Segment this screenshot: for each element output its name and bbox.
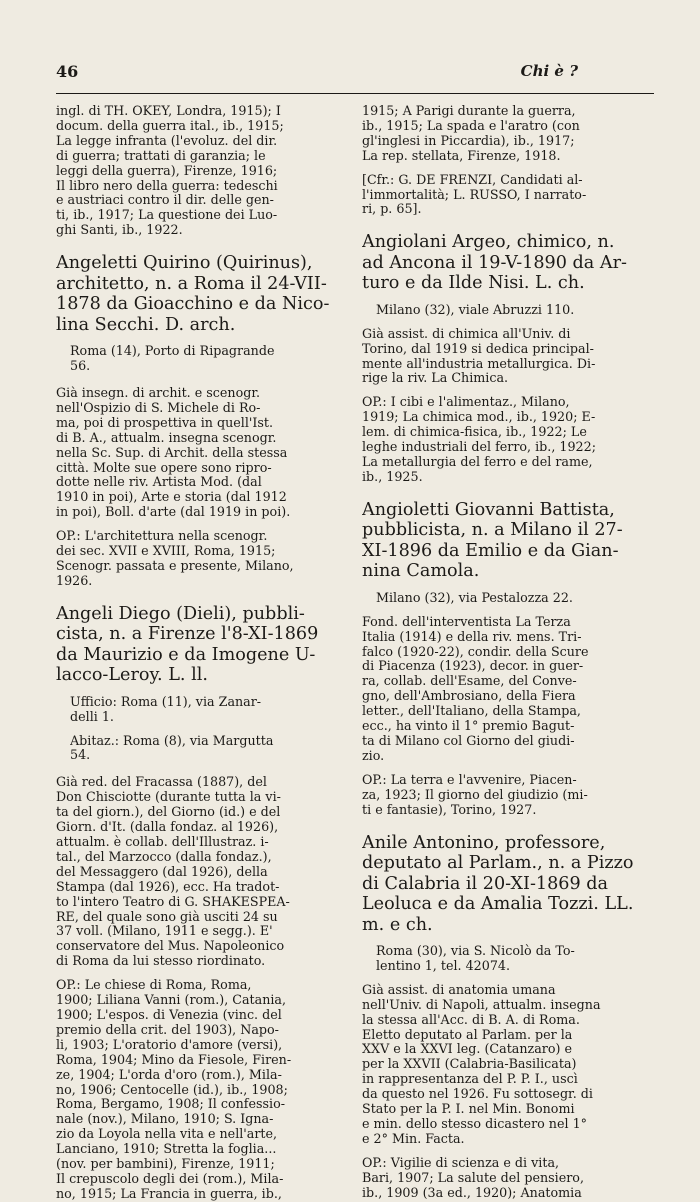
text-line: Leoluca e da Amalia Tozzi. LL. [362, 894, 634, 914]
text-line: ti, ib., 1917; La questione dei Luo- [56, 208, 278, 223]
text-line: Abitaz.: Roma (8), via Margutta [70, 733, 274, 748]
text-line: turo e da Ilde Nisi. L. ch. [362, 273, 585, 294]
entry-heading-angioletti [362, 500, 649, 582]
text-line: rige la riv. La Chimica. [362, 371, 509, 386]
text-line: architetto, n. a Roma il 24-VII- [56, 273, 327, 294]
entry-works-angioletti [362, 773, 649, 818]
text-line: letter., dell'Italiano, della Stampa, [362, 704, 581, 719]
text-line: Italia (1914) e della riv. mens. Tri- [362, 629, 582, 644]
text-line: ze, 1904; L'orda d'oro (rom.), Mila- [56, 1067, 282, 1082]
text-line: ma, poi di prospettiva in quell'Ist. [56, 415, 274, 430]
text-line: zio. [362, 748, 385, 763]
text-line: 37 voll. (Milano, 1911 e segg.). E' [56, 924, 273, 939]
text-line: XI-1896 da Emilio e da Gian- [362, 540, 619, 561]
text-line: gl'inglesi in Piccardia), ib., 1917; [362, 133, 575, 148]
text-line: deputato al Parlam., n. a Pizzo [362, 853, 634, 873]
text-line: 54. [70, 748, 91, 763]
text-line: tal., del Marzocco (dalla fondaz.), [56, 849, 272, 864]
text-line: del Messaggero (dal 1926), della [56, 864, 268, 879]
text-line: Già red. del Fracassa (1887), del [56, 775, 267, 790]
text-line: Giorn. d'It. (dalla fondaz. al 1926), [56, 820, 279, 835]
entry-bio-angeletti [56, 386, 343, 520]
text-line: (nov. per bambini), Firenze, 1911; [56, 1157, 275, 1172]
entry-bio-anile [362, 983, 649, 1147]
text-line: lina Secchi. D. arch. [56, 314, 236, 335]
text-line: 1900; L'espos. di Venezia (vinc. del [56, 1007, 282, 1022]
text-line: Scenogr. passata e presente, Milano, [56, 558, 294, 573]
text-line: 56. [70, 359, 91, 374]
text-line: La legge infranta (l'evoluz. del dir. [56, 133, 278, 148]
text-line: Il libro nero della guerra: tedeschi [56, 178, 278, 193]
text-line: Torino, dal 1919 si dedica principal- [362, 341, 594, 356]
text-line: Milano (32), viale Abruzzi 110. [376, 302, 575, 317]
left-column [56, 104, 343, 1202]
text-line: per la XXVII (Calabria-Basilicata) [362, 1057, 577, 1072]
text-line: no, 1915; La Francia in guerra, ib., [56, 1186, 282, 1201]
text-line: 1900; Liliana Vanni (rom.), Catania, [56, 993, 287, 1008]
text-line: dei sec. XVII e XVIII, Roma, 1915; [56, 544, 276, 559]
text-line: ghi Santi, ib., 1922. [56, 223, 183, 238]
text-line: 1878 da Gioacchino e da Nico- [56, 294, 330, 315]
entry-works-angiolani [362, 395, 649, 484]
right-column [362, 104, 649, 1201]
text-line: dotte nelle riv. Artista Mod. (dal [56, 475, 262, 490]
text-line: leggi della guerra), Firenze, 1916; [56, 163, 278, 178]
text-line: ib., 1915; La spada e l'aratro (con [362, 118, 580, 133]
text-line: Eletto deputato al Parlam. per la [362, 1027, 573, 1042]
text-line: cista, n. a Firenze l'8-XI-1869 [56, 624, 319, 645]
text-line: ecc., ha vinto il 1° premio Bagut- [362, 719, 575, 734]
text-line: [Cfr.: G. DE FRENZI, Candidati al- [362, 172, 583, 187]
text-line: mente all'industria metallurgica. Di- [362, 356, 596, 371]
text-line: falco (1920-22), condir. della Scure [362, 644, 589, 659]
text-line: leghe industriali del ferro, ib., 1922; [362, 440, 596, 455]
text-line: Fond. dell'interventista La Terza [362, 614, 571, 629]
text-line: ta del giorn.), del Giorno (id.) e del [56, 805, 281, 820]
text-line: Roma, 1904; Mino da Fiesole, Firen- [56, 1052, 292, 1067]
entry-works-anile [362, 1156, 649, 1201]
text-line: ta di Milano col Giorno del giudi- [362, 733, 575, 748]
text-line: nell'Ospizio di S. Michele di Ro- [56, 400, 261, 415]
text-line: in poi), Boll. d'arte (dal 1919 in poi). [56, 505, 291, 520]
header-rule [56, 93, 654, 94]
entry-address-angiolani [362, 303, 649, 318]
text-line: za, 1923; Il giorno del giudizio (mi- [362, 787, 588, 802]
running-title: Chi è ? [520, 62, 578, 80]
text-line: l'immortalità; L. RUSSO, I narrato- [362, 187, 587, 202]
text-line: docum. della guerra ital., ib., 1915; [56, 118, 284, 133]
text-line: 1926. [56, 573, 93, 588]
text-line: Angeletti Quirino (Quirinus), [56, 253, 313, 274]
entry-bio-angeli [56, 775, 343, 969]
entry-heading-angeli [56, 604, 343, 686]
text-line: di Calabria il 20-XI-1869 da [362, 873, 609, 894]
entry-address-angioletti [362, 591, 649, 606]
text-line: nell'Univ. di Napoli, attualm. insegna [362, 997, 601, 1012]
text-line: Lanciano, 1910; Stretta la foglia... [56, 1142, 277, 1157]
page-header [56, 62, 654, 82]
text-line: m. e ch. [362, 914, 433, 935]
text-line: OP.: I cibi e l'alimentaz., Milano, [362, 395, 570, 410]
text-line: Il crepuscolo degli dei (rom.), Mila- [56, 1171, 284, 1186]
text-line: Già assist. di anatomia umana [362, 982, 556, 997]
text-line: nella Sc. Sup. di Archit. della stessa [56, 445, 288, 460]
text-line: Stampa (dal 1926), ecc. Ha tradot- [56, 879, 280, 894]
entry-office-angeli [56, 695, 343, 725]
text-line: 1915; A Parigi durante la guerra, [362, 104, 576, 118]
text-line: ib., 1909 (3a ed., 1920); Anatomia [362, 1185, 582, 1200]
entry-crossref [362, 173, 649, 218]
text-line: Angioletti Giovanni Battista, [362, 499, 615, 520]
entry-heading-angeletti [56, 253, 343, 335]
text-line: città. Molte sue opere sono ripro- [56, 460, 272, 475]
entry-bio-angiolani [362, 327, 649, 387]
text-line: attualm. è collab. dell'Illustraz. i- [56, 835, 269, 849]
entry-address-anile [362, 944, 649, 974]
entry-bio-angioletti [362, 615, 649, 764]
text-line: ib., 1925. [362, 469, 423, 484]
text-line: no, 1906; Centocelle (id.), ib., 1908; [56, 1082, 288, 1097]
entry-address-angeletti [56, 344, 343, 374]
page-number: 46 [56, 62, 79, 81]
text-line: Già assist. di chimica all'Univ. di [362, 326, 571, 341]
continued-entry-text [362, 104, 649, 164]
text-line: Già insegn. di archit. e scenogr. [56, 385, 261, 400]
text-line: lentino 1, tel. 42074. [376, 958, 510, 973]
text-line: di B. A., attualm. insegna scenogr. [56, 430, 277, 445]
text-line: Don Chisciotte (durante tutta la vi- [56, 790, 281, 805]
text-line: Milano (32), via Pestalozza 22. [376, 590, 573, 605]
text-line: ingl. di TH. OKEY, Londra, 1915); I [56, 104, 281, 118]
text-line: ti e fantasie), Torino, 1927. [362, 802, 537, 817]
text-line: gno, dell'Ambrosiano, della Fiera [362, 689, 576, 704]
text-line: in rappresentanza del P. P. I., uscì [362, 1072, 578, 1087]
continued-entry-text [56, 104, 343, 238]
text-line: XXV e la XXVI leg. (Catanzaro) e [362, 1042, 572, 1057]
text-line: RE, del quale sono già usciti 24 su [56, 909, 278, 924]
text-line: e austriaci contro il dir. delle gen- [56, 193, 274, 208]
text-line: ra, collab. dell'Esame, del Conve- [362, 674, 577, 689]
text-line: da Maurizio e da Imogene U- [56, 644, 316, 665]
text-line: lem. di chimica-fisica, ib., 1922; Le [362, 425, 587, 440]
entry-works-angeli [56, 978, 343, 1202]
text-line: La metallurgia del ferro e del rame, [362, 455, 593, 469]
text-line: e 2° Min. Facta. [362, 1131, 465, 1146]
text-line: pubblicista, n. a Milano il 27- [362, 520, 623, 541]
text-line: Anile Antonino, professore, [362, 832, 606, 853]
text-line: premio della crit. del 1903), Napo- [56, 1022, 279, 1037]
text-line: OP.: La terra e l'avvenire, Piacen- [362, 772, 577, 787]
text-line: Roma (30), via S. Nicolò da To- [376, 944, 575, 958]
text-line: di Roma da lui stesso riordinato. [56, 954, 266, 969]
text-line: Roma (14), Porto di Ripagrande [70, 344, 275, 359]
text-line: Angiolani Argeo, chimico, n. [362, 232, 615, 253]
entry-heading-anile [362, 833, 649, 936]
text-line: delli 1. [70, 709, 114, 724]
text-line: zio da Loyola nella vita e nell'arte, [56, 1127, 278, 1142]
entry-home-angeli [56, 734, 343, 764]
text-line: nale (nov.), Milano, 1910; S. Igna- [56, 1112, 274, 1127]
text-line: OP.: Le chiese di Roma, Roma, [56, 978, 252, 993]
text-line: conservatore del Mus. Napoleonico [56, 939, 285, 954]
text-line: li, 1903; L'oratorio d'amore (versi), [56, 1037, 283, 1052]
text-line: nina Camola. [362, 561, 480, 582]
text-line: to l'intero Teatro di G. SHAKESPEA- [56, 894, 290, 909]
text-line: OP.: L'architettura nella scenogr. [56, 529, 268, 544]
text-line: di guerra; trattati di garanzia; le [56, 148, 266, 163]
text-line: 1910 in poi), Arte e storia (dal 1912 [56, 490, 287, 505]
text-line: Angeli Diego (Dieli), pubbli- [56, 603, 305, 624]
text-line: la stessa all'Acc. di B. A. di Roma. [362, 1012, 580, 1027]
text-line: La rep. stellata, Firenze, 1918. [362, 148, 561, 163]
text-line: lacco-Leroy. L. ll. [56, 665, 208, 686]
text-line: di Piacenza (1923), decor. in guer- [362, 659, 584, 674]
text-line: ad Ancona il 19-V-1890 da Ar- [362, 252, 627, 273]
text-line: da questo nel 1926. Fu sottosegr. di [362, 1087, 593, 1102]
text-line: Stato per la P. I. nel Min. Bonomi [362, 1102, 575, 1117]
text-line: Bari, 1907; La salute del pensiero, [362, 1170, 584, 1185]
text-line: 1919; La chimica mod., ib., 1920; E- [362, 410, 596, 425]
text-line: Ufficio: Roma (11), via Zanar- [70, 694, 262, 709]
entry-heading-angiolani [362, 232, 649, 294]
text-line: Roma, Bergamo, 1908; Il confessio- [56, 1097, 285, 1112]
text-line: ri, p. 65]. [362, 202, 422, 217]
text-line: e min. dello stesso dicastero nel 1° [362, 1116, 587, 1131]
text-line: OP.: Vigilie di scienza e di vita, [362, 1155, 560, 1170]
entry-works-angeletti [56, 529, 343, 589]
